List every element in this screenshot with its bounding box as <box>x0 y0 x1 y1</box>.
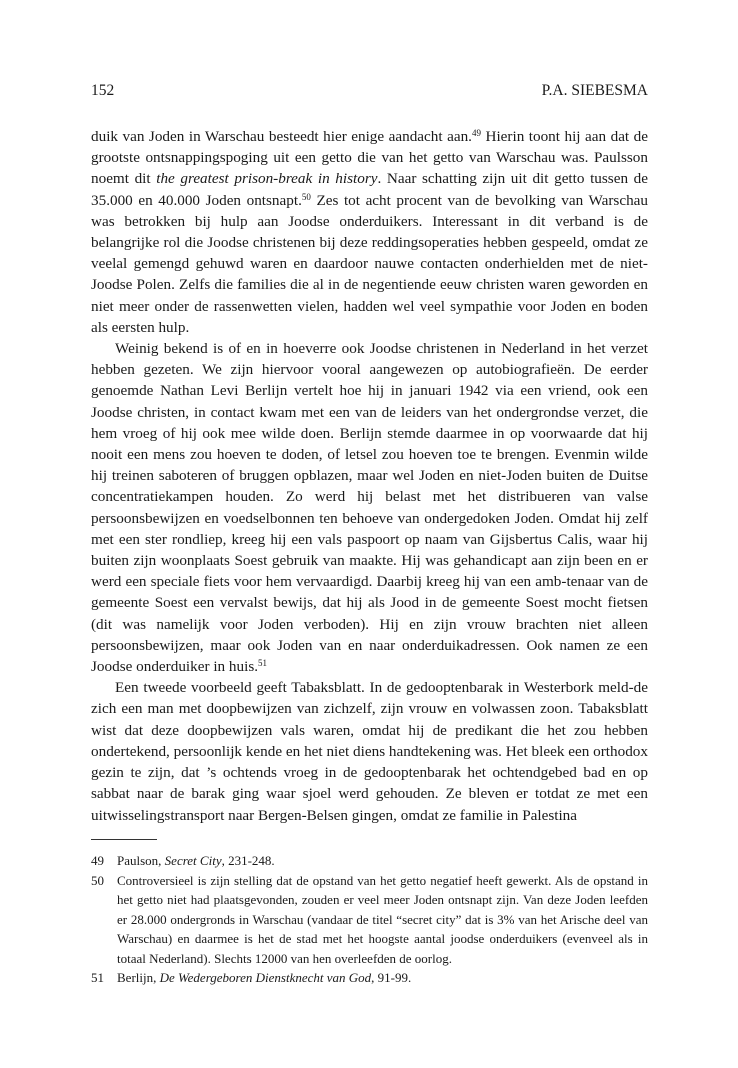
footnote-49 <box>91 851 648 871</box>
footnote-number: 50 <box>91 872 104 888</box>
text-run: , 231-248. <box>221 853 275 868</box>
running-head-author: P.A. SIEBESMA <box>541 82 648 99</box>
text-run: duik van Joden in Warschau besteedt hier enige aandacht aan. <box>91 128 472 145</box>
footnote-50 <box>91 871 648 969</box>
text-run: Berlijn, <box>117 970 160 985</box>
text-run: Een tweede voorbeeld geeft Tabaksblatt. In de gedooptenbarak in Westerbork meld-de zich een man met doopbewijzen van zichzelf, zijn vrouw en volwassen zoon. Tabaksblatt wist dat deze doopbewijzen vals waren, omdat hij de predikant die het zou hebben ondertekend, persoonlijk kende en het niet diens handtekening was. Het bleek een orthodox gezin te zijn, dat ’s ochtends vroeg in de gedooptenbarak het ochtendgebed bad en op sabbat naar de barak ging waar sjoel werd gehouden. Ze bleven er totdat ze met een uitwisselingstransport naar Bergen-Belsen gingen, omdat ze familie in Palestina <box>91 679 648 824</box>
paragraph-3 <box>91 677 648 825</box>
running-head <box>91 82 648 102</box>
footnote-ref-50: 50 <box>301 191 311 202</box>
footnote-divider <box>91 839 157 840</box>
body-text <box>91 126 648 826</box>
paragraph-1 <box>91 126 648 338</box>
footnote-ref-49: 49 <box>471 128 481 138</box>
italic-phrase: the greatest prison-break in history <box>156 170 378 188</box>
book-page <box>91 0 648 1068</box>
text-run: Weinig bekend is of en in hoeverre ook Joodse christenen in Nederland in het verzet hebben gezeten. We zijn hiervoor vooral aangewezen op autobiografieën. De eerder genoemde Nathan Levi Berlijn vertelt hoe hij in januari 1942 via een vriend, ook een Joodse christen, in contact kwam met een van de leiders van het ondergrondse verzet, die hem vroeg of hij ook mee wilde doen. Berlijn stemde daarmee in op voorwaarde dat hij nooit een mens zou hoeven te doden, of letsel zou hoeven toe te brengen. Evenmin wilde hij treinen saboteren of bruggen opblazen, maar wel Joden en niet-Joden buiten de Duitse concentratiekampen houden. Zo werd hij belast met het distribueren van valse persoonsbewijzen en voedselbonnen ten behoeve van ondergedoken Joden. Omdat hij zelf met een ster rondliep, kreeg hij een vals paspoort op naam van Gijsbertus Calis, waar hij buiten zijn woonplaats Soest gebruik van maakte. Hij was gehandicapt aan zijn been en er werd een speciale fiets voor hem vervaardigd. Daarbij kreeg hij van een amb-tenaar van de gemeente Soest een vervalst bewijs, dat hij als Jood in de gemeente Soest mocht fietsen (dit was namelijk voor Joden verboden). Hij en zijn vrouw brachten niet alleen persoonsbewijzen, maar ook Joden van en naar onderduikadressen. Ook namen ze een Joodse onderduiker in huis. <box>91 340 648 676</box>
footnotes <box>91 851 648 988</box>
text-run: , 91-99. <box>371 970 412 985</box>
italic-title: De Wedergeboren Dienstknecht van God <box>159 970 372 985</box>
footnote-ref-51: 51 <box>258 658 268 669</box>
footnote-number: 49 <box>91 853 104 868</box>
paragraph-2 <box>91 338 648 677</box>
text-run: Paulson, <box>117 853 165 868</box>
text-run: Controversieel is zijn stelling dat de opstand van het getto negatief heeft gewerkt. Als de opstand in het getto niet had plaatsgevonden, zouden er veel meer Joden ontsnapt zijn. Van deze Joden leefden er 28.000 ondergronds in Warschau (vandaar de titel “secret city” dat is 3% van het Arische deel van Warschau) en daarmee is het de stad met het hoogste aantal joodse onderduikers (evenveel als in totaal Nederland). Slechts 12000 van hen overleefden de oorlog. <box>117 872 648 966</box>
text-run: . Naar schatting zijn uit dit getto tussen de 35.000 en 40.000 Joden ontsnapt. <box>91 170 648 209</box>
text-run: Zes tot acht procent van de bevolking van Warschau was betrokken bij hulp aan Joodse onderduikers. Interessant in dit verband is de belangrijke rol die Joodse christenen bij deze reddingsoperaties hebben gespeeld, omdat ze veelal gemengd gehuwd waren en daardoor nauwe contacten onderhielden met de niet-Joodse Polen. Zelfs die families die al in de negentiende eeuw christen waren geworden en niet meer onder de rassenwetten vielen, hadden wel veel sympathie voor Joden en boden als eersten hulp. <box>91 191 649 336</box>
text-run: Hierin toont hij aan dat de grootste ontsnappingspoging uit een getto die van het getto van Warschau was. Paulsson noemt dit <box>91 128 648 188</box>
page-number: 152 <box>91 82 115 99</box>
footnote-number: 51 <box>91 970 104 985</box>
footnote-51 <box>91 968 648 988</box>
italic-title: Secret City <box>164 853 222 868</box>
